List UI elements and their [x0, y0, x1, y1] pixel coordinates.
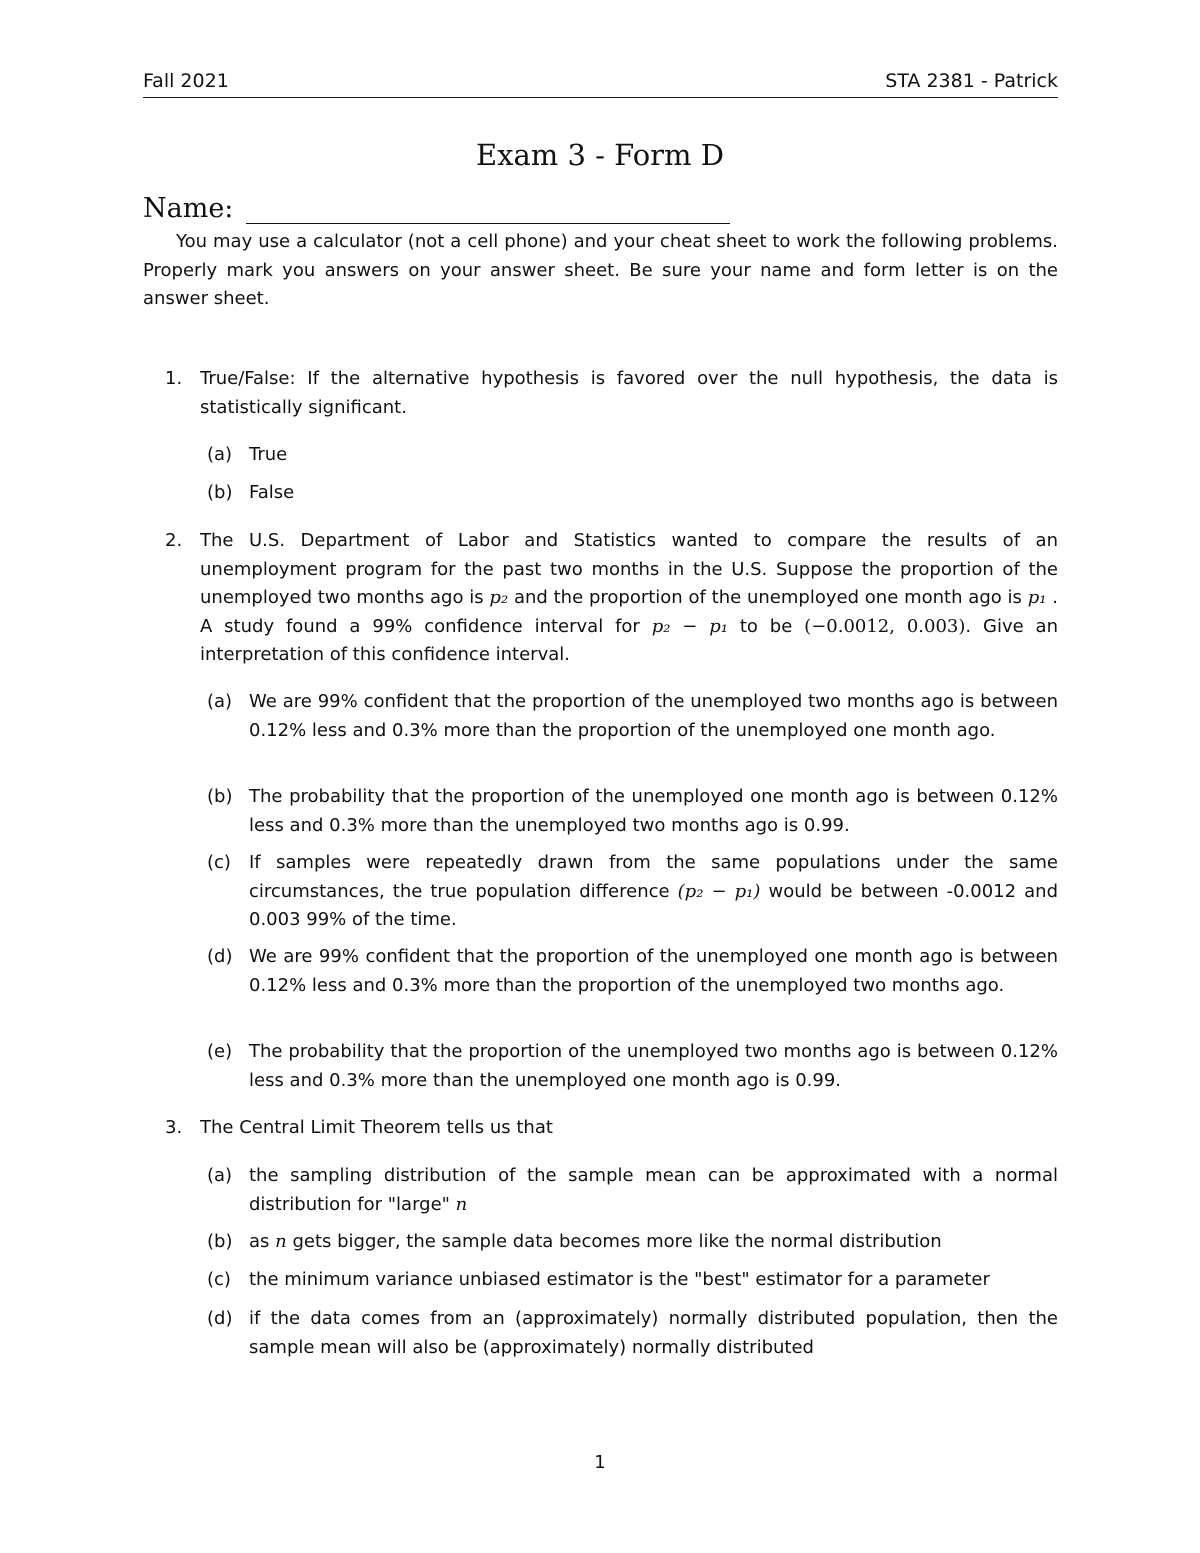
option-text-part: as — [249, 1231, 276, 1252]
option-label: (c) — [207, 1269, 231, 1290]
option-text: the minimum variance unbiased estimator is the "best" estimator for a parameter — [249, 1269, 990, 1290]
question-stem: True/False: If the alternative hypothesis is favored over the null hypothesis, the data is statistically significant. — [200, 368, 1058, 418]
math-p2-minus-p1: p₂ − p₁ — [651, 615, 728, 637]
option-text: True — [249, 444, 288, 465]
q2-option-e — [143, 1038, 1058, 1095]
option-text-part: gets bigger, the sample data becomes more like the normal distribution — [286, 1231, 942, 1252]
stem-text: . Give an interpretation of this confidence interval. — [200, 615, 1058, 665]
option-text: The probability that the proportion of the unemployed one month ago is between 0.12% less and 0.3% more than the unemployed two months ago is 0.99. — [249, 786, 1058, 836]
q1-option-a — [143, 441, 1058, 470]
q1-option-b — [143, 479, 1058, 508]
question-3 — [143, 1114, 1058, 1143]
q3-option-a — [143, 1162, 1058, 1219]
option-text — [249, 849, 1058, 935]
option-label: (b) — [207, 1231, 233, 1252]
question-2 — [143, 527, 1058, 670]
header-rule — [143, 97, 1058, 98]
option-text-part: would be between -0.0012 and 0.003 99% of the time. — [249, 880, 1058, 930]
option-text — [249, 1162, 1058, 1219]
name-label: Name: — [143, 193, 234, 224]
option-label: (e) — [207, 1041, 233, 1062]
option-text: False — [249, 482, 295, 503]
option-label: (b) — [207, 482, 233, 503]
question-stem — [200, 527, 1058, 670]
instructions: You may use a calculator (not a cell phone) and your cheat sheet to work the following problems. Properly mark you answers on your answer sheet. Be sure your name and form letter is on the answer sheet. — [143, 231, 1058, 309]
option-label: (b) — [207, 786, 233, 807]
math-n: n — [275, 1231, 287, 1252]
question-number: 1. — [165, 368, 183, 389]
option-text: The probability that the proportion of the unemployed two months ago is between 0.12% less and 0.3% more than the unemployed one month ago is 0.99. — [249, 1041, 1058, 1091]
option-text: We are 99% confident that the proportion of the unemployed one month ago is between 0.12% less and 0.3% more than the proportion of the unemployed two months ago. — [249, 946, 1058, 996]
math-interval: (−0.0012, 0.003) — [804, 615, 966, 637]
q2-option-c — [143, 849, 1058, 935]
option-label: (a) — [207, 1165, 233, 1186]
page-number: 1 — [594, 1452, 606, 1473]
q2-option-b — [143, 783, 1058, 840]
name-blank-line — [246, 223, 730, 224]
q3-option-b — [143, 1228, 1058, 1257]
option-label: (c) — [207, 852, 231, 873]
option-text: if the data comes from an (approximately) normally distributed population, then the sample mean will also be (approximately) normally distributed — [249, 1308, 1058, 1358]
stem-text: to be — [728, 615, 805, 637]
option-text: We are 99% confident that the proportion of the unemployed two months ago is between 0.12% less and 0.3% more than the proportion of the unemployed one month ago. — [249, 691, 1058, 741]
q3-option-d — [143, 1305, 1058, 1362]
page-header — [143, 68, 1058, 98]
stem-text: The U.S. Department of Labor and Statistics wanted to compare the results of an unemployment program for the past two months in the U.S. Suppose the proportion of the unemployed two months ago is — [200, 530, 1058, 608]
stem-text: . A study found a 99% confidence interval for — [200, 587, 1058, 637]
exam-title: Exam 3 - Form D — [475, 138, 725, 172]
question-number: 2. — [165, 530, 183, 551]
option-label: (d) — [207, 1308, 233, 1329]
option-text-part: the sampling distribution of the sample mean can be approximated with a normal distribution for "large" — [249, 1165, 1058, 1215]
header-course: STA 2381 - Patrick — [885, 70, 1058, 92]
option-text — [249, 1228, 1058, 1257]
header-term: Fall 2021 — [143, 70, 229, 92]
q2-option-d — [143, 943, 1058, 1000]
stem-text: and the proportion of the unemployed one month ago is — [508, 587, 1028, 608]
math-p2-minus-p1: (p₂ − p₁) — [677, 880, 761, 902]
q2-option-a — [143, 688, 1058, 745]
question-1 — [143, 365, 1058, 422]
question-stem: The Central Limit Theorem tells us that — [200, 1117, 553, 1138]
question-number: 3. — [165, 1117, 183, 1138]
option-label: (a) — [207, 691, 233, 712]
math-p2: p₂ — [489, 587, 509, 608]
option-label: (d) — [207, 946, 233, 967]
q3-option-c — [143, 1266, 1058, 1295]
option-text-part: If samples were repeatedly drawn from the same populations under the same circumstances, the true population difference — [249, 852, 1058, 902]
option-label: (a) — [207, 444, 233, 465]
math-p1: p₁ — [1027, 587, 1047, 608]
math-n: n — [455, 1193, 468, 1215]
